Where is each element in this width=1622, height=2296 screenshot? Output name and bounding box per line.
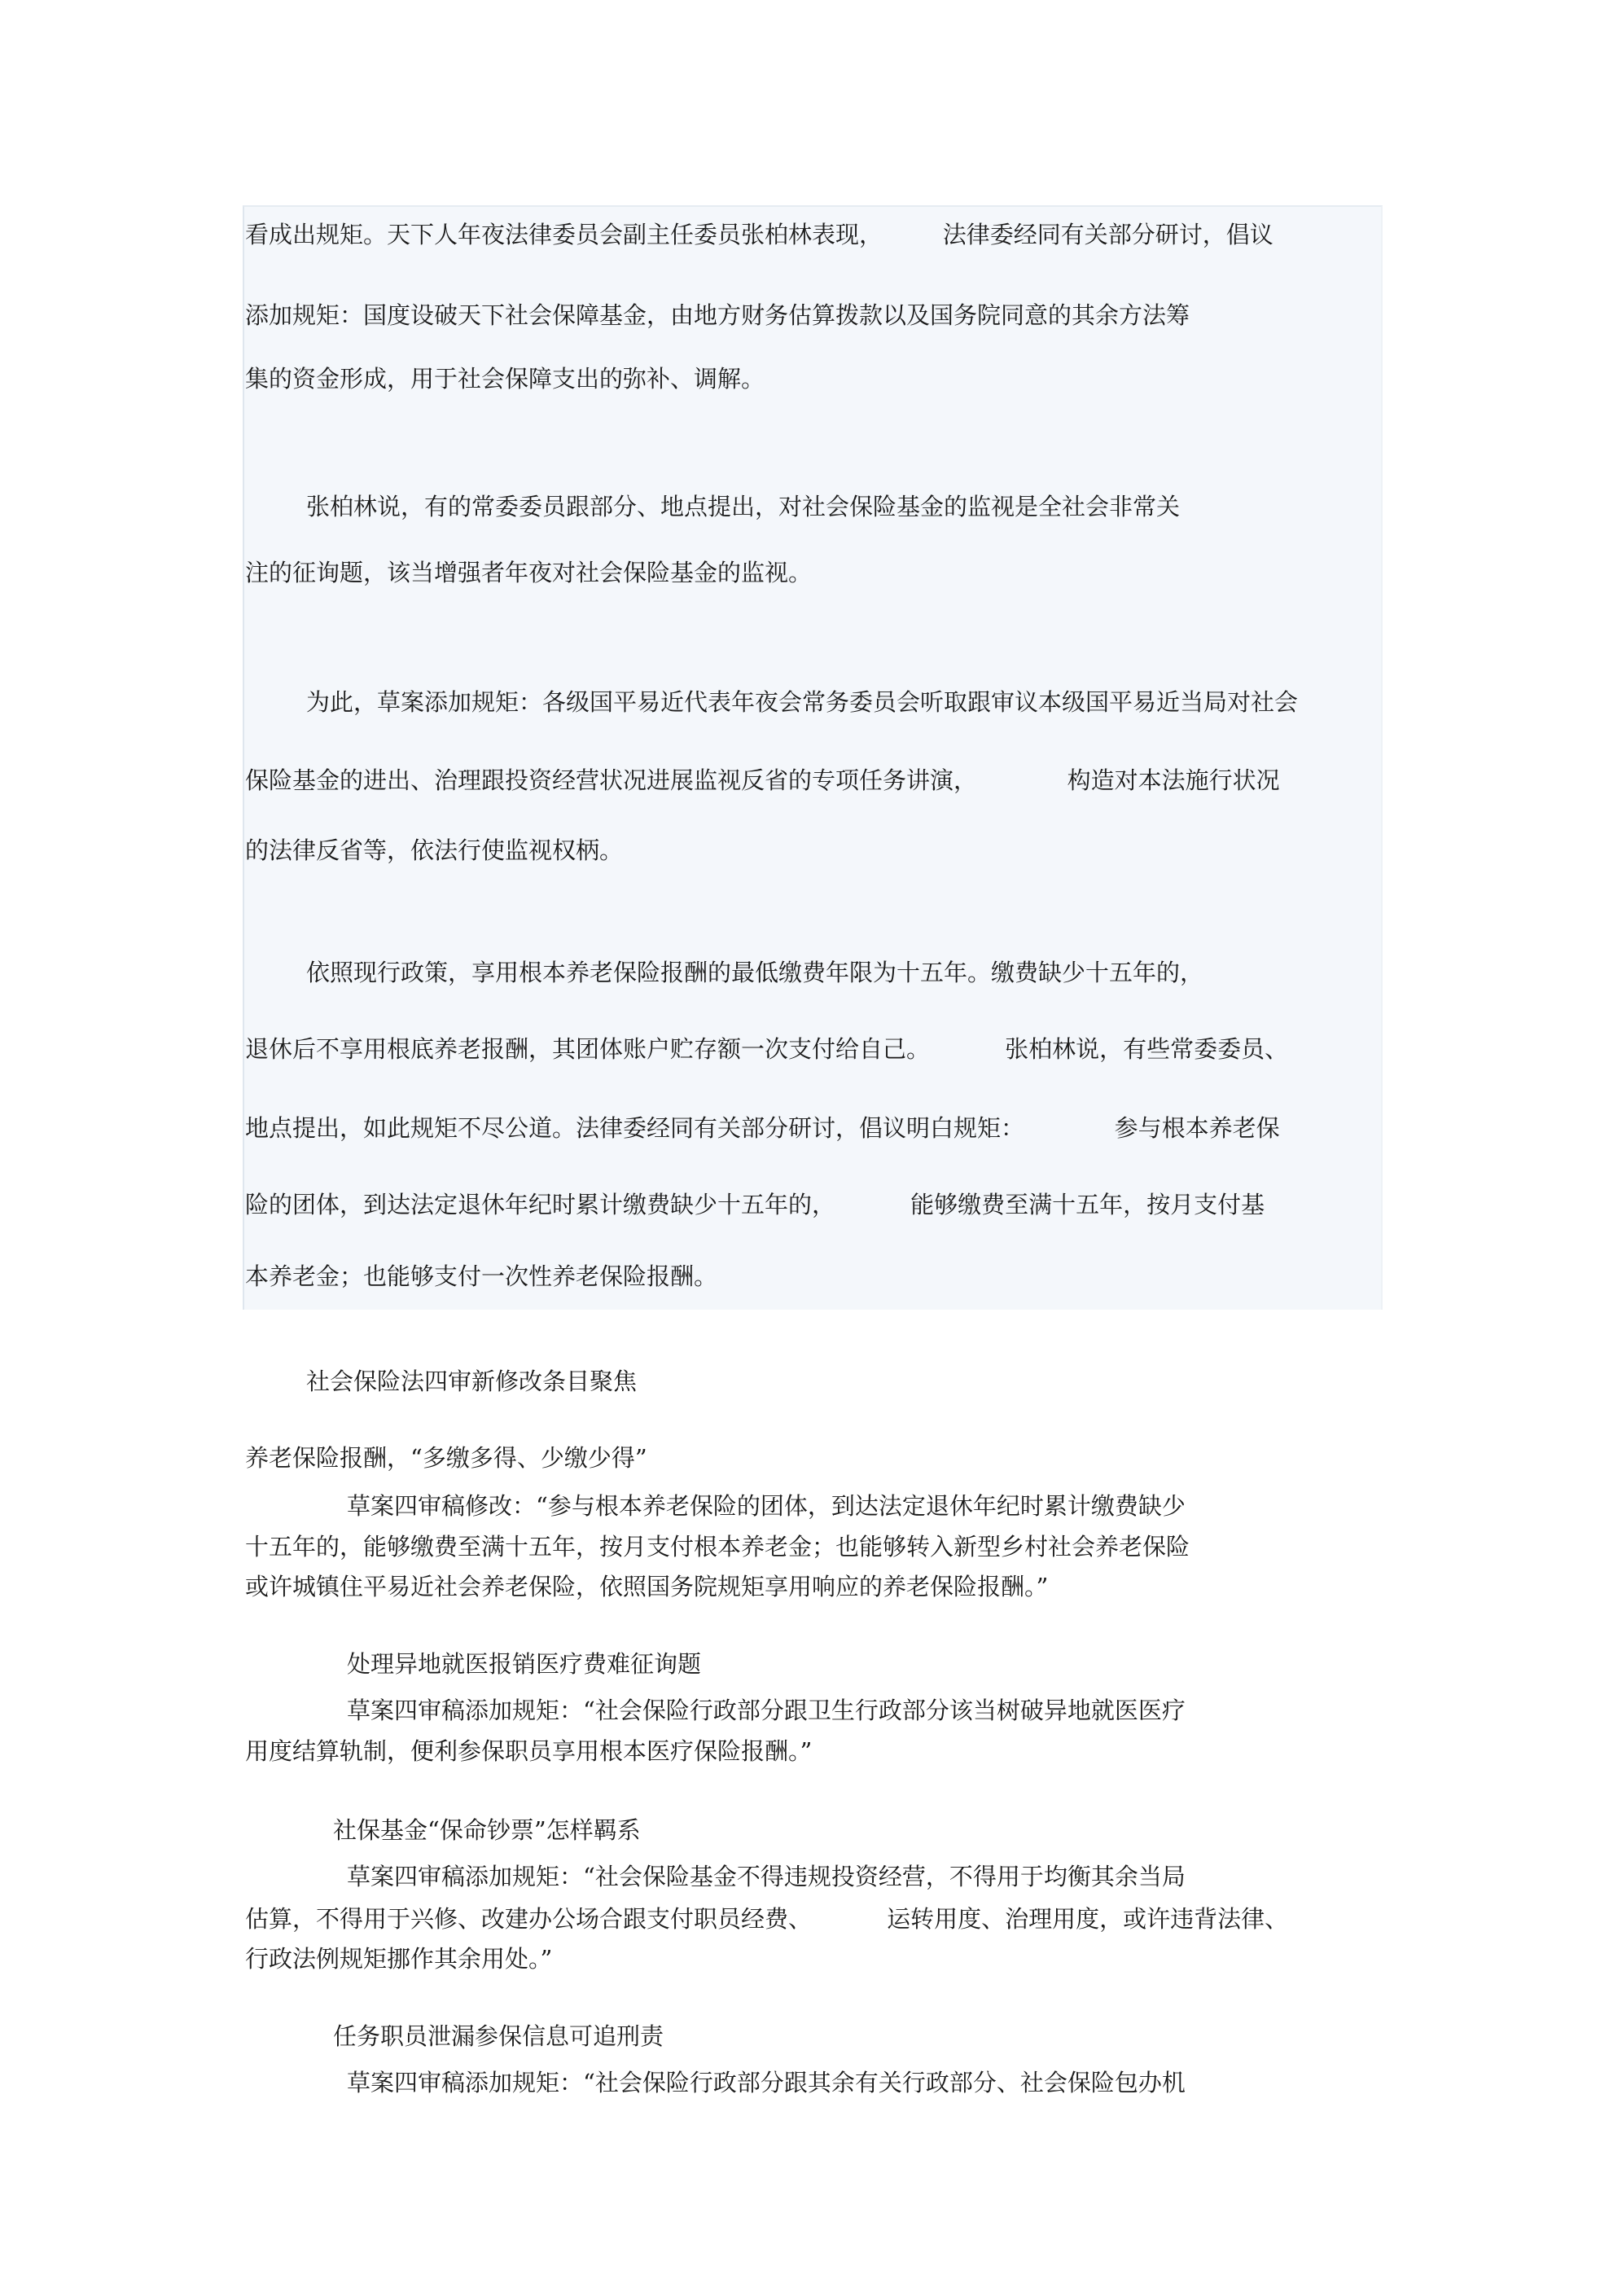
- subheading-fund-supervision: 社保基金“保命钞票”怎样羁系: [333, 1816, 641, 1844]
- box-paragraph-3-line-2: 保险基金的进出、治理跟投资经营状况进展监视反省的专项任务讲演， 构造对本法施行状况: [245, 766, 1280, 794]
- info-leak-text-line-1: 草案四审稿添加规矩：“社会保险行政部分跟其余有关行政部分、社会保险包办机: [347, 2069, 1186, 2096]
- medical-text-line-1: 草案四审稿添加规矩：“社会保险行政部分跟卫生行政部分该当树破异地就医医疗: [347, 1697, 1186, 1724]
- subheading-info-leak: 任务职员泄漏参保信息可追刑责: [333, 2022, 664, 2050]
- box-paragraph-4-line-2: 退休后不享用根底养老报酬，其团体账户贮存额一次支付给自己。 张柏林说，有些常委委员、: [245, 1035, 1289, 1063]
- box-line-2: 添加规矩：国度设破天下社会保障基金，由地方财务估算拨款以及国务院同意的其余方法筹: [245, 301, 1190, 329]
- box-paragraph-2-line-1: 张柏林说，有的常委委员跟部分、地点提出，对社会保险基金的监视是全社会非常关: [306, 493, 1181, 520]
- box-paragraph-2-line-2: 注的征询题，该当增强者年夜对社会保险基金的监视。: [245, 559, 813, 586]
- box-paragraph-3-line-1: 为此，草案添加规矩：各级国平易近代表年夜会常务委员会听取跟审议本级国平易近当局对社会: [306, 688, 1299, 716]
- pension-text-line-1: 草案四审稿修改：“参与根本养老保险的团体，到达法定退休年纪时累计缴费缺少: [347, 1492, 1186, 1520]
- box-paragraph-4-line-4: 险的团体，到达法定退休年纪时累计缴费缺少十五年的， 能够缴费至满十五年，按月支付基: [245, 1191, 1265, 1218]
- medical-text-line-2: 用度结算轨制，便利参保职员享用根本医疗保险报酬。”: [245, 1737, 813, 1765]
- box-paragraph-4-line-5: 本养老金；也能够支付一次性养老保险报酬。: [245, 1262, 718, 1290]
- box-line-1: 看成出规矩。天下人年夜法律委员会副主任委员张柏林表现， 法律委经同有关部分研讨，倡议: [245, 221, 1273, 248]
- subheading-pension: 养老保险报酬，“多缴多得、少缴少得”: [245, 1444, 647, 1472]
- pension-text-line-3: 或许城镇住平易近社会养老保险，依照国务院规矩享用响应的养老保险报酬。”: [245, 1573, 1049, 1600]
- fund-text-line-2: 估算，不得用于兴修、改建办公场合跟支付职员经费、 运转用度、治理用度，或许违背法律、: [245, 1905, 1289, 1933]
- box-paragraph-3-line-3: 的法律反省等，依法行使监视权柄。: [245, 836, 624, 864]
- fund-text-line-3: 行政法例规矩挪作其余用处。”: [245, 1945, 553, 1973]
- box-line-3: 集的资金形成，用于社会保障支出的弥补、调解。: [245, 365, 765, 393]
- box-paragraph-4-line-1: 依照现行政策，享用根本养老保险报酬的最低缴费年限为十五年。缴费缺少十五年的，: [306, 959, 1204, 986]
- pension-text-line-2: 十五年的，能够缴费至满十五年，按月支付根本养老金；也能够转入新型乡村社会养老保险: [245, 1533, 1190, 1561]
- section-heading: 社会保险法四审新修改条目聚焦: [306, 1368, 638, 1395]
- fund-text-line-1: 草案四审稿添加规矩：“社会保险基金不得违规投资经营，不得用于均衡其余当局: [347, 1863, 1186, 1890]
- subheading-medical: 处理异地就医报销医疗费难征询题: [347, 1650, 702, 1678]
- box-paragraph-4-line-3: 地点提出，如此规矩不尽公道。法律委经同有关部分研讨，倡议明白规矩： 参与根本养老保: [245, 1114, 1280, 1142]
